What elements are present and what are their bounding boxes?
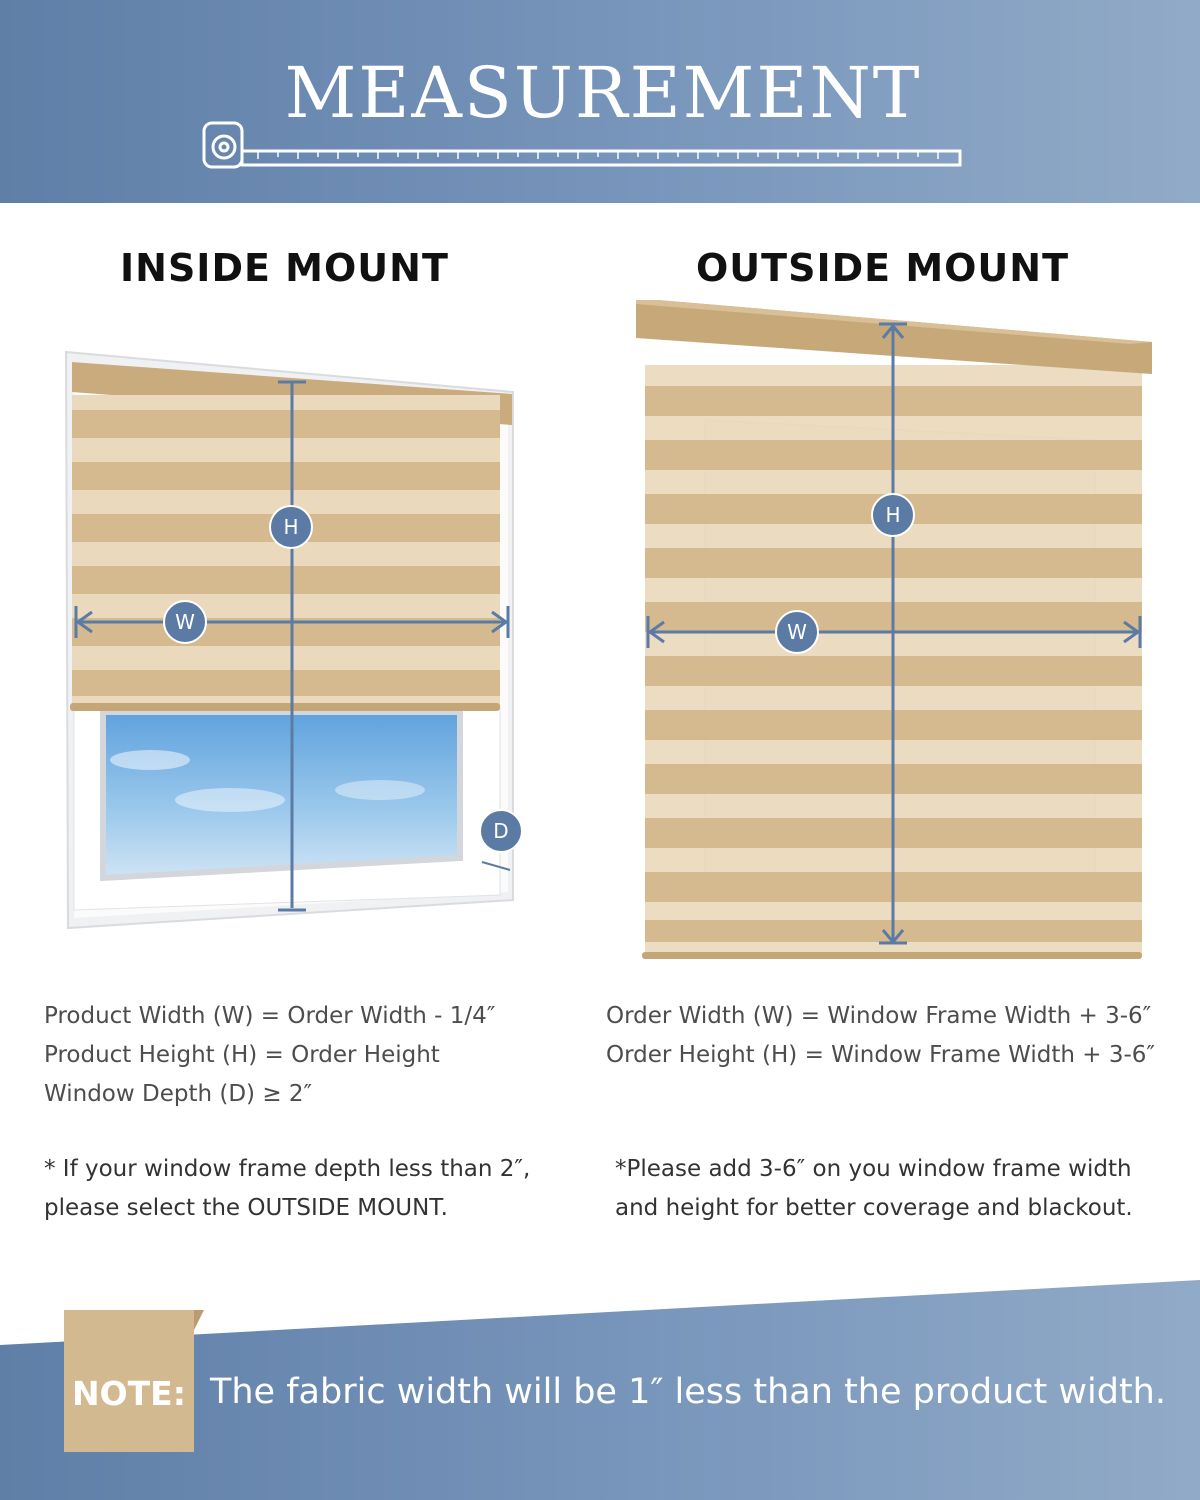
inside-width-label: W <box>175 610 195 634</box>
note-label: NOTE: <box>72 1374 186 1413</box>
outside-mount-illustration <box>636 300 1152 959</box>
note-tag-fold <box>194 1310 204 1330</box>
outside-note-line: and height for better coverage and blackout. <box>615 1195 1133 1221</box>
outside-rule-height: Order Height (H) = Window Frame Width + 3-6″ <box>606 1042 1155 1068</box>
inside-height-label: H <box>283 515 299 539</box>
outside-mount-note <box>615 1150 1133 1228</box>
page-title: MEASUREMENT <box>284 52 922 134</box>
outside-note-line: *Please add 3-6″ on you window frame width <box>615 1156 1132 1182</box>
inside-mount-note <box>44 1150 530 1228</box>
outside-width-label: W <box>787 620 807 644</box>
window-glass <box>103 712 460 878</box>
inside-rule-width: Product Width (W) = Order Width - 1/4″ <box>44 1003 496 1029</box>
outside-mount-heading: OUTSIDE MOUNT <box>696 246 1070 290</box>
inside-rule-height: Product Height (H) = Order Height <box>44 1042 440 1068</box>
outside-height-label: H <box>885 503 901 527</box>
outside-rule-width: Order Width (W) = Window Frame Width + 3-6″ <box>606 1003 1152 1029</box>
inside-depth-label: D <box>493 819 509 843</box>
note-message: The fabric width will be 1″ less than the product width. <box>210 1372 1166 1412</box>
outside-mount-rules <box>606 997 1155 1075</box>
inside-mount-rules <box>44 997 495 1114</box>
inside-note-line: * If your window frame depth less than 2″, <box>44 1156 531 1182</box>
inside-note-line: please select the OUTSIDE MOUNT. <box>44 1195 448 1221</box>
inside-rule-depth: Window Depth (D) ≥ 2″ <box>44 1081 313 1107</box>
inside-mount-heading: INSIDE MOUNT <box>120 246 449 290</box>
inside-mount-illustration <box>66 352 513 928</box>
